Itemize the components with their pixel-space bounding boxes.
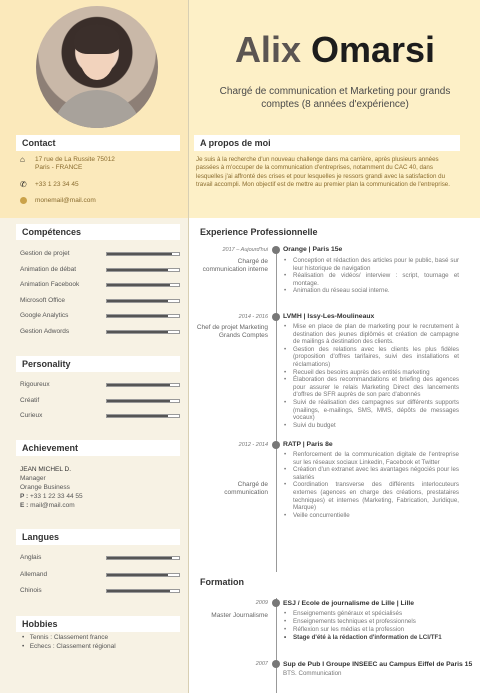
job-bullets xyxy=(293,257,459,295)
personality-label: Curieux xyxy=(20,412,43,419)
profile-photo xyxy=(36,6,158,128)
personality-level-bar xyxy=(106,399,180,403)
about-text: Je suis à la recherche d'un nouveau challenge dans ma carrière, après plusieurs années passées à m'occuper de la communication d'entreprises, notamment du CAC 40, dans lesquelles j'ai affronté des crises et pour lesquelles je ressors grandi avec la satisfaction du travail accompli. Mon objectif est de mettre au premier plan la communication de l'entreprise. xyxy=(196,156,450,189)
language-label: Chinois xyxy=(20,587,42,594)
job-company: LVMH | Issy-Les-Moulineaux xyxy=(283,313,375,320)
hobby-text: Echecs : Classement régional xyxy=(29,643,116,650)
personality-level-bar xyxy=(106,383,180,387)
skill-level-fill xyxy=(107,269,168,271)
formation-detail: BTS. Communication xyxy=(283,670,342,677)
language-level-bar xyxy=(106,589,180,593)
full-name xyxy=(190,30,480,70)
about-heading: A propos de moi xyxy=(194,135,460,151)
job-date: 2017 – Aujourd'hui xyxy=(222,247,268,253)
job-company: RATP | Paris 8e xyxy=(283,441,333,448)
formation-highlight: • Stage d'été à la rédaction d'information de LCI/TF1 xyxy=(283,634,463,642)
skill-level-bar xyxy=(106,283,180,287)
phone-text: +33 1 23 34 45 xyxy=(35,181,79,188)
formation-school: ESJ / Ecole de journalisme de Lille | Lille xyxy=(283,600,415,607)
job-role: Chargé de communication xyxy=(224,481,268,496)
phone-label: P : xyxy=(20,493,29,500)
column-divider xyxy=(188,0,189,693)
job-bullet: • Renforcement de la communication digitale de l'entreprise sur les réseaux sociaux Linkedin, Facebook et Twitter xyxy=(293,451,459,466)
contact-heading: Contact xyxy=(16,135,180,151)
reference-email-value: mail@mail.com xyxy=(30,502,75,509)
hobby-text: Tennis : Classement france xyxy=(29,634,109,641)
language-label: Anglais xyxy=(20,554,42,561)
languages-heading: Langues xyxy=(16,529,180,545)
skill-level-bar xyxy=(106,314,180,318)
reference-phone xyxy=(20,493,83,501)
job-date: 2012 - 2014 xyxy=(238,442,268,448)
reference-phone-value: +33 1 22 33 44 55 xyxy=(30,493,83,500)
achievement-heading: Achievement xyxy=(16,440,180,456)
skill-level-fill xyxy=(107,315,168,317)
personality-heading: Personality xyxy=(16,356,180,372)
contact-email xyxy=(20,197,180,205)
skill-label: Animation Facebook xyxy=(20,281,80,288)
email-label: E : xyxy=(20,502,29,509)
job-bullet: • Conception et rédaction des articles pour le public, basé sur leur historique de navigation xyxy=(293,257,459,272)
personality-level-fill xyxy=(107,400,170,402)
skill-level-bar xyxy=(106,268,180,272)
skill-label: Microsoft Office xyxy=(20,296,66,304)
formation-items xyxy=(283,610,463,642)
formation-timeline xyxy=(276,598,277,693)
address-line-2: Paris - FRANCE xyxy=(35,164,83,171)
timeline-dot xyxy=(272,246,280,254)
skill-level-bar xyxy=(106,330,180,334)
formation-school: Sup de Pub I Groupe INSEEC au Campus Eiffel de Paris 15 xyxy=(283,661,473,668)
hobby-item: • Tennis : Classement france xyxy=(22,634,109,641)
job-role: Chargé de communication interne xyxy=(202,258,268,273)
contact-phone xyxy=(20,181,180,189)
reference-company: Orange Business xyxy=(20,484,70,491)
personality-level-fill xyxy=(107,384,170,386)
job-bullet: • Création d'un extranet avec les avantages négociés pour les salariés xyxy=(293,466,459,481)
job-bullet: • Élaboration des recommandations et briefing des agences pour assurer le relais Marketing Direct des lancements d'offres de SFR auprès de son parc d'abonnés xyxy=(293,376,459,399)
language-level-fill xyxy=(107,590,170,592)
job-company: Orange | Paris 15e xyxy=(283,246,343,253)
job-bullet: • Gestion des relations avec les clients les plus fidèles (proposition d'offres tarifaires, suivi des installations et réclamations) xyxy=(293,346,459,369)
job-bullet: • Recueil des besoins auprès des entités marketing xyxy=(293,369,459,377)
formation-item: • Enseignements techniques et professionnels xyxy=(283,618,463,626)
experience-heading: Experience Professionnelle xyxy=(194,224,460,240)
job-bullets xyxy=(293,451,459,519)
skills-heading: Compétences xyxy=(16,224,180,240)
skill-level-fill xyxy=(107,284,170,286)
hobbies-heading: Hobbies xyxy=(16,616,180,632)
skill-level-fill xyxy=(107,300,168,302)
job-bullet: • Coordination transverse des différents interlocuteurs externes (agences en charge des créations, prestataires techniques) et internes (Marketing, Fabrication, Juridique, Marque) xyxy=(293,481,459,511)
globe-icon xyxy=(20,197,27,204)
experience-timeline xyxy=(276,248,277,572)
language-label: Allemand xyxy=(20,570,48,578)
skill-label: Gestion Adwords xyxy=(20,327,70,335)
job-bullet: • Veille concurrentielle xyxy=(293,512,459,520)
home-icon: ⌂ xyxy=(20,155,25,164)
formation-item: • Enseignements généraux et spécialisés xyxy=(283,610,463,618)
timeline-dot xyxy=(272,313,280,321)
job-role: Chef de projet Marketing Grands Comptes xyxy=(196,324,268,339)
language-level-bar xyxy=(106,573,180,577)
timeline-dot xyxy=(272,660,280,668)
job-bullet: • Réalisation de vidéos/ interview : script, tournage et montage. xyxy=(293,272,459,287)
language-level-bar xyxy=(106,556,180,560)
personality-level-bar xyxy=(106,414,180,418)
job-bullet: • Mise en place de plan de marketing pour le recrutement à destination des jeunes diplômés et création de campagne de mailings à destination des clients. xyxy=(293,323,459,346)
personality-label: Rigoureux xyxy=(20,381,50,388)
job-bullets xyxy=(293,323,459,429)
hobby-item: • Echecs : Classement régional xyxy=(22,643,116,650)
timeline-dot xyxy=(272,599,280,607)
job-subtitle: Chargé de communication et Marketing pour grands comptes (8 années d'expérience) xyxy=(219,86,451,110)
language-level-fill xyxy=(107,574,168,576)
personality-level-fill xyxy=(107,415,168,417)
skill-level-fill xyxy=(107,331,168,333)
formation-date: 2007 xyxy=(255,661,268,667)
job-bullet: • Suivi de réalisation des campagnes sur différents supports (mailings, e-mailings, SMS, MMS, dépôts de messages vocaux) xyxy=(293,399,459,422)
skill-label: Google Analytics xyxy=(20,312,69,319)
formation-heading: Formation xyxy=(194,574,460,590)
job-date: 2014 - 2016 xyxy=(238,314,268,320)
skill-level-fill xyxy=(107,253,172,255)
skill-level-bar xyxy=(106,252,180,256)
timeline-dot xyxy=(272,441,280,449)
first-name: Alix xyxy=(234,29,301,70)
skill-label: Gestion de projet xyxy=(20,250,70,257)
email-text: monemail@mail.com xyxy=(35,197,96,204)
last-name: Omarsi xyxy=(310,29,436,70)
reference-email xyxy=(20,502,75,510)
formation-date: 2009 xyxy=(255,600,268,606)
formation-degree: Master Journalisme xyxy=(211,612,268,619)
address-line-1: 17 rue de La Russite 75012 xyxy=(35,156,115,163)
language-level-fill xyxy=(107,557,172,559)
formation-item: • Réflexion sur les médias et la profession xyxy=(283,626,463,634)
phone-icon: ✆ xyxy=(20,180,27,189)
personality-label: Créatif xyxy=(20,396,40,404)
reference-role: Manager xyxy=(20,475,46,482)
skill-label: Animation de débat xyxy=(20,265,77,273)
job-bullet: • Suivi du budget xyxy=(293,422,459,430)
contact-address xyxy=(20,156,180,172)
job-bullet: • Animation du réseau social interne. xyxy=(293,287,459,295)
reference-name: JEAN MICHEL D. xyxy=(20,466,72,473)
skill-level-bar xyxy=(106,299,180,303)
